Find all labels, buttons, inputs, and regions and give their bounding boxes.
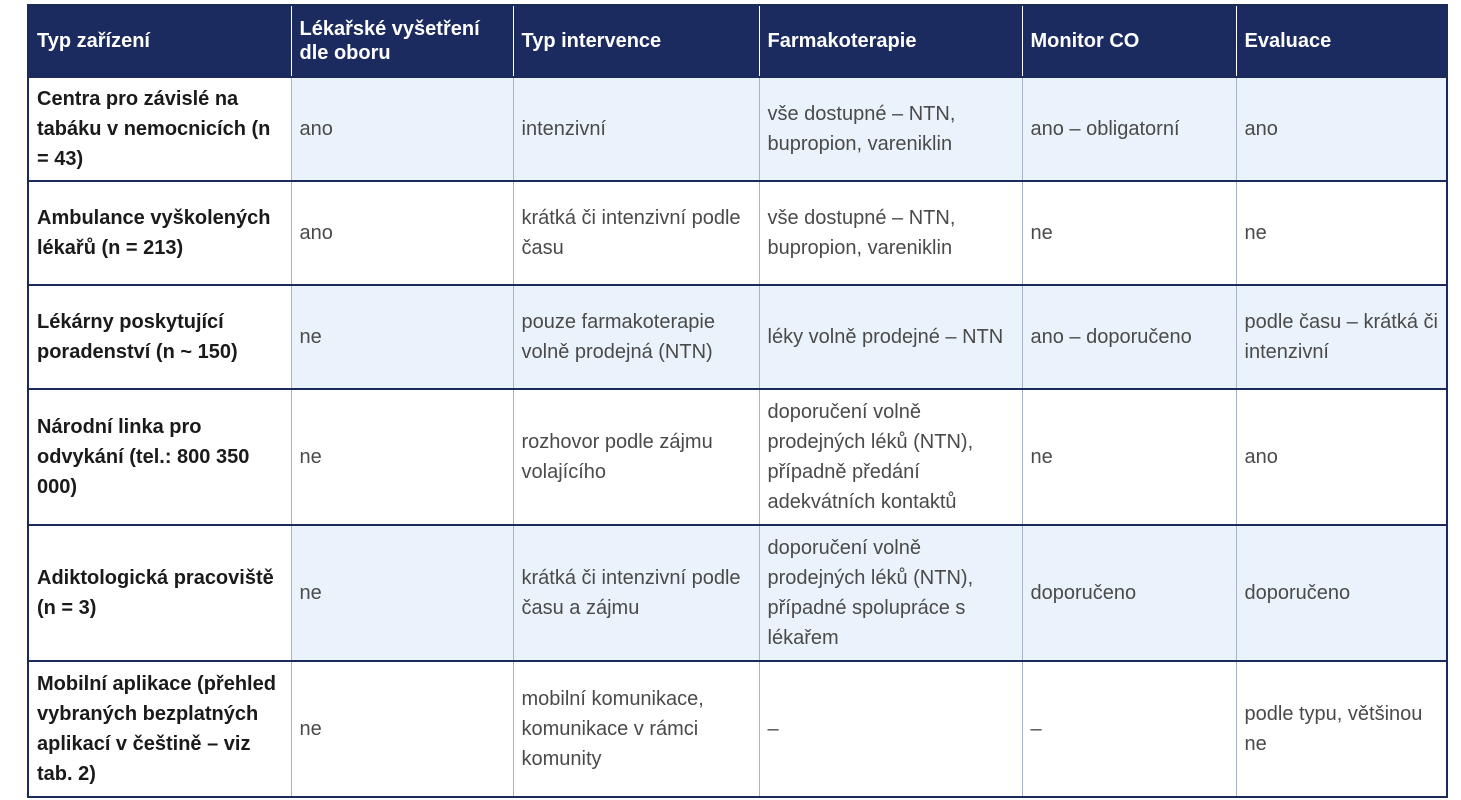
header-co-monitor: Monitor CO [1022,5,1236,77]
cell-medical-exam: ne [291,285,513,389]
cell-pharmacotherapy: doporučení volně prodejných léků (NTN), případné spolupráce s lékařem [759,525,1022,661]
table-row [28,525,1447,661]
facility-table [27,4,1448,798]
table-row [28,285,1447,389]
cell-evaluation: ne [1236,181,1447,285]
header-pharmacotherapy: Farmakoterapie [759,5,1022,77]
table-header-row [28,5,1447,77]
header-intervention-type: Typ intervence [513,5,759,77]
cell-pharmacotherapy: léky volně prodejné – NTN [759,285,1022,389]
cell-co-monitor: ano – obligatorní [1022,77,1236,181]
cell-co-monitor: ano – doporučeno [1022,285,1236,389]
cell-evaluation: doporučeno [1236,525,1447,661]
cell-pharmacotherapy: – [759,661,1022,797]
cell-facility-type: Adiktologická pracoviště (n = 3) [28,525,291,661]
cell-co-monitor: ne [1022,181,1236,285]
cell-evaluation: podle typu, většinou ne [1236,661,1447,797]
cell-intervention-type: krátká či intenzivní podle času [513,181,759,285]
cell-intervention-type: krátká či intenzivní podle času a zájmu [513,525,759,661]
cell-medical-exam: ne [291,525,513,661]
cell-facility-type: Ambulance vyškolených lékařů (n = 213) [28,181,291,285]
cell-pharmacotherapy: doporučení volně prodejných léků (NTN), případně předání adekvátních kontaktů [759,389,1022,525]
facility-table-container [27,4,1446,798]
cell-intervention-type: mobilní komunikace, komunikace v rámci komunity [513,661,759,797]
cell-pharmacotherapy: vše dostupné – NTN, bupropion, vareniklin [759,77,1022,181]
cell-facility-type: Lékárny poskytující poradenství (n ~ 150) [28,285,291,389]
cell-pharmacotherapy: vše dostupné – NTN, bupropion, vareniklin [759,181,1022,285]
table-row [28,77,1447,181]
table-row [28,181,1447,285]
table-row [28,389,1447,525]
cell-intervention-type: rozhovor podle zájmu volajícího [513,389,759,525]
cell-co-monitor: doporučeno [1022,525,1236,661]
cell-intervention-type: intenzivní [513,77,759,181]
table-row [28,661,1447,797]
cell-evaluation: podle času – krátká či intenzivní [1236,285,1447,389]
cell-evaluation: ano [1236,389,1447,525]
header-evaluation: Evaluace [1236,5,1447,77]
cell-medical-exam: ne [291,389,513,525]
header-medical-exam: Lékařské vyšetření dle oboru [291,5,513,77]
cell-co-monitor: – [1022,661,1236,797]
cell-evaluation: ano [1236,77,1447,181]
cell-co-monitor: ne [1022,389,1236,525]
cell-intervention-type: pouze farmakoterapie volně prodejná (NTN) [513,285,759,389]
cell-facility-type: Centra pro závislé na tabáku v nemocnicích (n = 43) [28,77,291,181]
cell-medical-exam: ano [291,181,513,285]
cell-facility-type: Národní linka pro odvykání (tel.: 800 350 000) [28,389,291,525]
cell-medical-exam: ne [291,661,513,797]
cell-facility-type: Mobilní aplikace (přehled vybraných bezplatných aplikací v češtině – viz tab. 2) [28,661,291,797]
header-facility-type: Typ zařízení [28,5,291,77]
cell-medical-exam: ano [291,77,513,181]
